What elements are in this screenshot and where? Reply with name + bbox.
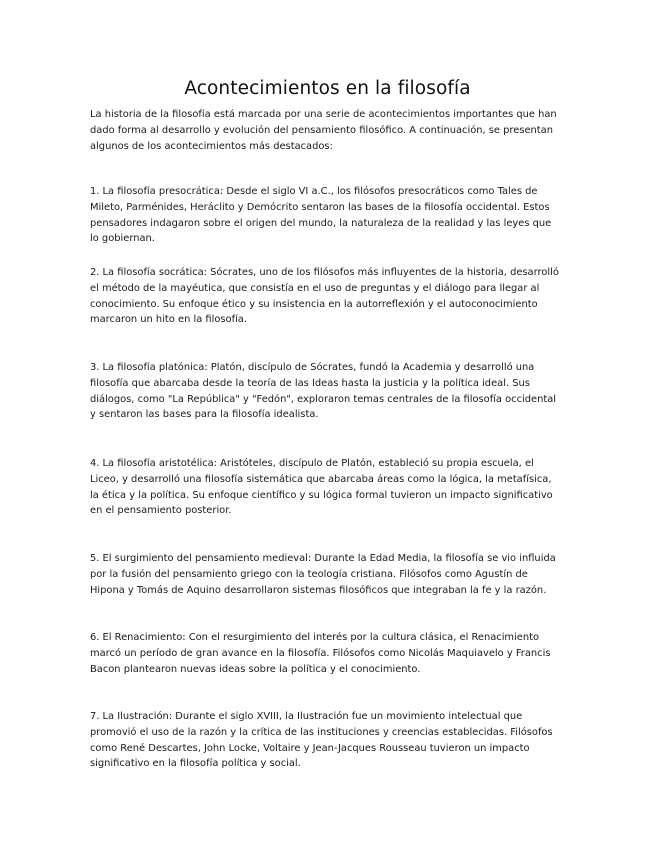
list-item: 1. La filosofía presocrática: Desde el siglo VI a.C., los filósofos presocráticos como Tales de Mileto, Parménides, Heráclito y Demócrito sentaron las bases de la filosofía occidental. Estos pensadores indagaron sobre el origen del mundo, la naturaleza de la realidad y las leyes que lo gobiernan. xyxy=(90,186,552,245)
list-item: 2. La filosofía socrática: Sócrates, uno de los filósofos más influyentes de la historia, desarrolló el método de la mayéutica, que consistía en el uso de preguntas y el diálogo para llegar al conocimiento. Su enfoque ético y su insistencia en la autorreflexión y el autoconocimiento marcaron un hito en la filosofía. xyxy=(90,267,559,326)
page-title: Acontecimientos en la filosofía xyxy=(184,78,471,99)
list-item: 5. El surgimiento del pensamiento medieval: Durante la Edad Media, la filosofía se vio influida por la fusión del pensamiento griego con la teología cristiana. Filósofos como Agustín de Hipona y Tomás de Aquino desarrollaron sistemas filosóficos que integraban la fe y la razón. xyxy=(90,553,556,596)
list-item: 4. La filosofía aristotélica: Aristóteles, discípulo de Platón, estableció su propia escuela, el Liceo, y desarrolló una filosofía sistemática que abarcaba áreas como la lógica, la metafísica, la ética y la política. Su enfoque científico y su lógica formal tuvieron un impacto significativo en el pensamiento posterior. xyxy=(90,458,553,517)
list-item: 3. La filosofía platónica: Platón, discípulo de Sócrates, fundó la Academia y desarrolló una filosofía que abarcaba desde la teoría de las Ideas hasta la justicia y la política ideal. Sus diálogos, como "La República" y "Fedón", exploraron temas centrales de la filosofía occidental y sentaron las bases para la filosofía idealista. xyxy=(90,362,557,421)
intro-paragraph: La historia de la filosofía está marcada por una serie de acontecimientos importantes que han dado forma al desarrollo y evolución del pensamiento filosófico. A continuación, se presentan algunos de los acontecimientos más destacados: xyxy=(90,109,557,152)
list-item: 7. La Ilustración: Durante el siglo XVIII, la Ilustración fue un movimiento intelectual que promovió el uso de la razón y la crítica de las instituciones y creencias establecidas. Filósofos como René Descartes, John Locke, Voltaire y Jean-Jacques Rousseau tuvieron un impacto significativo en la filosofía política y social. xyxy=(90,711,553,770)
list-item: 6. El Renacimiento: Con el resurgimiento del interés por la cultura clásica, el Renacimiento marcó un período de gran avance en la filosofía. Filósofos como Nicolás Maquiavelo y Francis Bacon plantearon nuevas ideas sobre la política y el conocimiento. xyxy=(90,632,551,675)
